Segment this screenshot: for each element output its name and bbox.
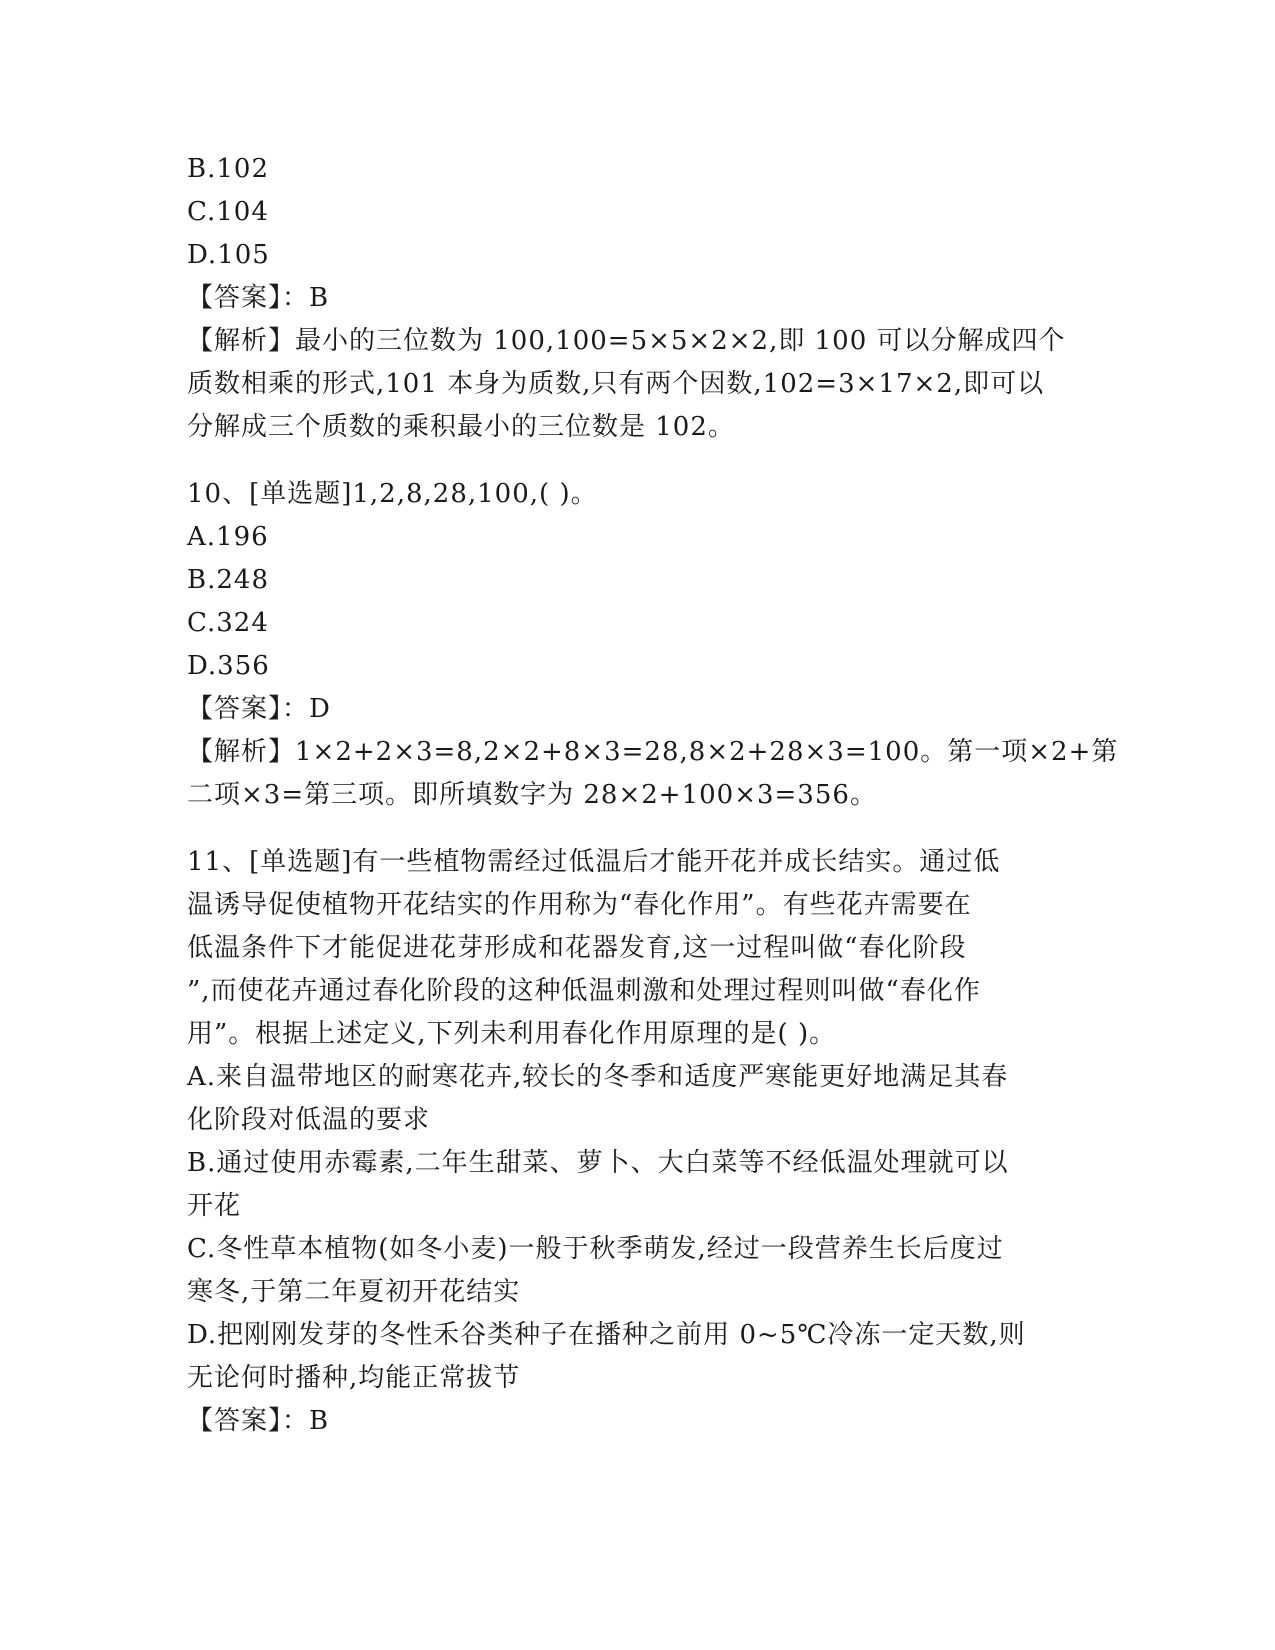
answer-line: 【答案】：B	[187, 1406, 330, 1436]
document-page	[187, 148, 1119, 1443]
option-d-continued: 无论何时播种,均能正常拔节	[187, 1363, 521, 1393]
option-c: C.104	[187, 197, 269, 227]
question-stem-line: 温诱导促使植物开花结实的作用称为“春化作用”。有些花卉需要在	[187, 890, 972, 920]
question-stem-line: 低温条件下才能促进花芽形成和花器发育,这一过程叫做“春化阶段	[187, 933, 967, 963]
option-a: A.来自温带地区的耐寒花卉,较长的冬季和适度严寒能更好地满足其春	[187, 1062, 1009, 1092]
analysis-line: 【解析】1×2+2×3=8,2×2+8×3=28,8×2+28×3=100。第一项×2+第	[187, 737, 1119, 767]
analysis-line: 二项×3=第三项。即所填数字为 28×2+100×3=356。	[187, 780, 877, 810]
option-b: B.102	[187, 154, 269, 184]
question-stem-line: 11、[单选题]有一些植物需经过低温后才能开花并成长结实。通过低	[187, 847, 1001, 877]
question-stem-line: ”,而使花卉通过春化阶段的这种低温刺激和处理过程则叫做“春化作	[187, 976, 981, 1006]
question-10-block	[187, 473, 1119, 817]
option-a: A.196	[187, 522, 269, 552]
answer-line: 【答案】：B	[187, 283, 330, 313]
option-b: B.通过使用赤霉素,二年生甜菜、萝卜、大白菜等不经低温处理就可以	[187, 1148, 1009, 1178]
answer-line: 【答案】：D	[187, 694, 331, 724]
option-d: D.356	[187, 651, 270, 681]
option-d: D.把刚刚发芽的冬性禾谷类种子在播种之前用 0~5℃冷冻一定天数,则	[187, 1320, 1026, 1350]
analysis-line: 质数相乘的形式,101 本身为质数,只有两个因数,102=3×17×2,即可以	[187, 369, 1045, 399]
question-11-block	[187, 841, 1087, 1443]
question-stem-line: 用”。根据上述定义,下列未利用春化作用原理的是( )。	[187, 1019, 837, 1049]
spacer	[187, 449, 1087, 473]
option-c-continued: 寒冬,于第二年夏初开花结实	[187, 1277, 521, 1307]
option-c: C.324	[187, 608, 269, 638]
question-stem: 10、[单选题]1,2,8,28,100,( )。	[187, 479, 598, 509]
option-d: D.105	[187, 240, 270, 270]
analysis-line: 分解成三个质数的乘积最小的三位数是 102。	[187, 412, 735, 442]
analysis-line: 【解析】最小的三位数为 100,100=5×5×2×2,即 100 可以分解成四个	[187, 326, 1066, 356]
option-c: C.冬性草本植物(如冬小麦)一般于秋季萌发,经过一段营养生长后度过	[187, 1234, 1004, 1264]
spacer	[187, 817, 1087, 841]
option-a-continued: 化阶段对低温的要求	[187, 1105, 431, 1135]
question-9-block	[187, 148, 1087, 449]
option-b-continued: 开花	[187, 1191, 242, 1221]
option-b: B.248	[187, 565, 269, 595]
